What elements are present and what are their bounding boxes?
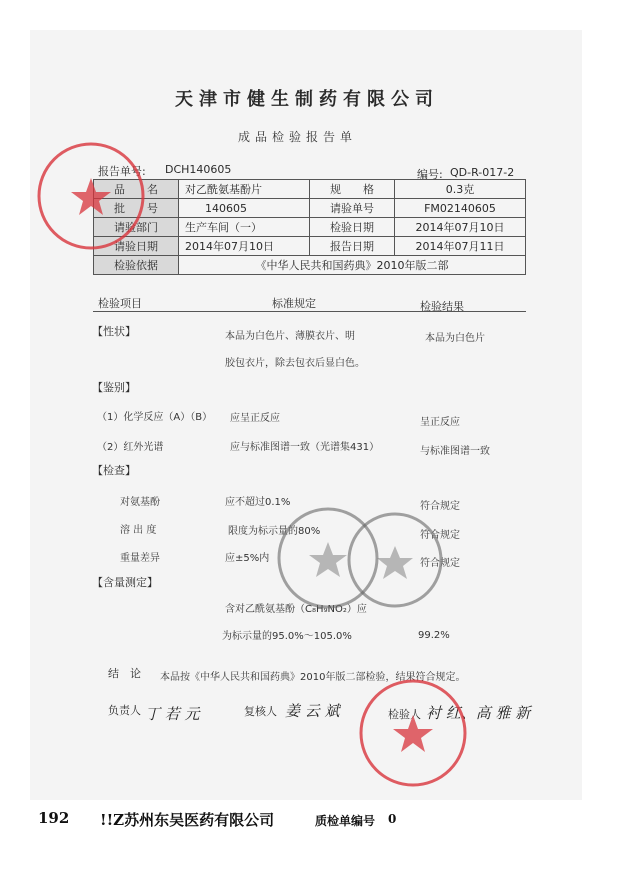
- id2-result: 与标准图谱一致: [420, 446, 490, 457]
- product-label: 品 名: [94, 180, 179, 199]
- character-result: 本品为白色片: [425, 333, 485, 344]
- document-title: 成品检验报告单: [238, 130, 358, 144]
- inspector-signature: 衬 红、高 雅 新: [426, 704, 531, 722]
- header-divider: [93, 311, 526, 312]
- spec-label: 规 格: [310, 180, 395, 199]
- chk2-item: 溶 出 度: [120, 525, 157, 536]
- request-date-label: 请验日期: [94, 237, 179, 256]
- chk2-standard: 限度为标示量的80%: [228, 526, 321, 537]
- red-company-seal: [35, 140, 147, 252]
- responsible-label: 负责人: [108, 704, 141, 717]
- id1-result: 呈正反应: [420, 417, 460, 428]
- report-date-value: 2014年07月11日: [395, 237, 526, 256]
- info-table: [93, 179, 526, 275]
- id2-item: （2）红外光谱: [97, 442, 164, 453]
- header-item: 检验项目: [98, 297, 142, 310]
- section-identification: 【鉴别】: [92, 381, 136, 394]
- chk3-item: 重量差异: [120, 553, 160, 564]
- batch-value: 140605: [179, 199, 310, 218]
- reviewer-signature: 姜 云 斌: [285, 702, 340, 720]
- report-no: DCH140605: [165, 163, 232, 176]
- conclusion-label: 结 论: [108, 667, 141, 680]
- header-standard: 标准规定: [272, 297, 316, 310]
- section-inspection: 【检查】: [92, 464, 136, 477]
- id1-item: （1）化学反应（A）（B）: [97, 412, 213, 423]
- request-date-value: 2014年07月10日: [179, 237, 310, 256]
- assay-result: 99.2%: [418, 630, 450, 641]
- code-label: 编号:: [417, 168, 443, 181]
- footer-qc-number: 0: [388, 812, 397, 826]
- footer-qc-label: 质检单编号: [315, 814, 376, 828]
- chk1-item: 对氨基酚: [120, 497, 160, 508]
- responsible-signature: 丁 若 元: [145, 705, 200, 723]
- chk3-result: 符合规定: [420, 558, 460, 569]
- batch-label: 批 号: [94, 199, 179, 218]
- id1-standard: 应呈正反应: [230, 413, 280, 424]
- basis-value: 《中华人民共和国药典》2010年版二部: [179, 256, 526, 275]
- chk1-result: 符合规定: [420, 501, 460, 512]
- info-row: [94, 199, 526, 218]
- section-character: 【性状】: [92, 325, 136, 338]
- footer-company: !!Z苏州东吴医药有限公司: [100, 811, 275, 829]
- info-row: [94, 218, 526, 237]
- test-date-value: 2014年07月10日: [395, 218, 526, 237]
- chk1-standard: 应不超过0.1%: [225, 497, 291, 508]
- report-no-label: 报告单号:: [98, 165, 146, 178]
- chk2-result: 符合规定: [420, 530, 460, 541]
- dept-label: 请验部门: [94, 218, 179, 237]
- footer-page-number: 192: [38, 809, 70, 827]
- inspector-label: 检验人: [388, 708, 421, 721]
- info-row: [94, 237, 526, 256]
- info-row: [94, 256, 526, 275]
- reviewer-label: 复核人: [244, 705, 277, 718]
- assay-standard: 为标示量的95.0%～105.0%: [222, 631, 352, 642]
- red-inspection-seal: [356, 676, 470, 790]
- product-value: 对乙酰氨基酚片: [179, 180, 310, 199]
- request-no-value: FM02140605: [395, 199, 526, 218]
- assay-standard: 含对乙酰氨基酚（C₈H₉NO₂）应: [225, 604, 367, 615]
- info-row: [94, 180, 526, 199]
- conclusion-text: 本品按《中华人民共和国药典》2010年版二部检验，结果符合规定。: [160, 672, 466, 683]
- dept-value: 生产车间（一）: [179, 218, 310, 237]
- test-date-label: 检验日期: [310, 218, 395, 237]
- request-no-label: 请验单号: [310, 199, 395, 218]
- chk3-standard: 应±5%内: [225, 553, 270, 564]
- spec-value: 0.3克: [395, 180, 526, 199]
- character-standard: 本品为白色片、薄膜衣片、明: [225, 331, 355, 342]
- company-name: 天津市健生制药有限公司: [175, 89, 439, 110]
- character-standard: 胶包衣片，除去包衣后显白色。: [225, 358, 365, 369]
- gray-inspection-seal: [345, 510, 445, 610]
- header-result: 检验结果: [420, 300, 464, 313]
- section-assay: 【含量测定】: [92, 576, 158, 589]
- basis-label: 检验依据: [94, 256, 179, 275]
- code-value: QD-R-017-2: [450, 166, 515, 179]
- id2-standard: 应与标准图谱一致（光谱集431）: [230, 442, 380, 453]
- report-date-label: 报告日期: [310, 237, 395, 256]
